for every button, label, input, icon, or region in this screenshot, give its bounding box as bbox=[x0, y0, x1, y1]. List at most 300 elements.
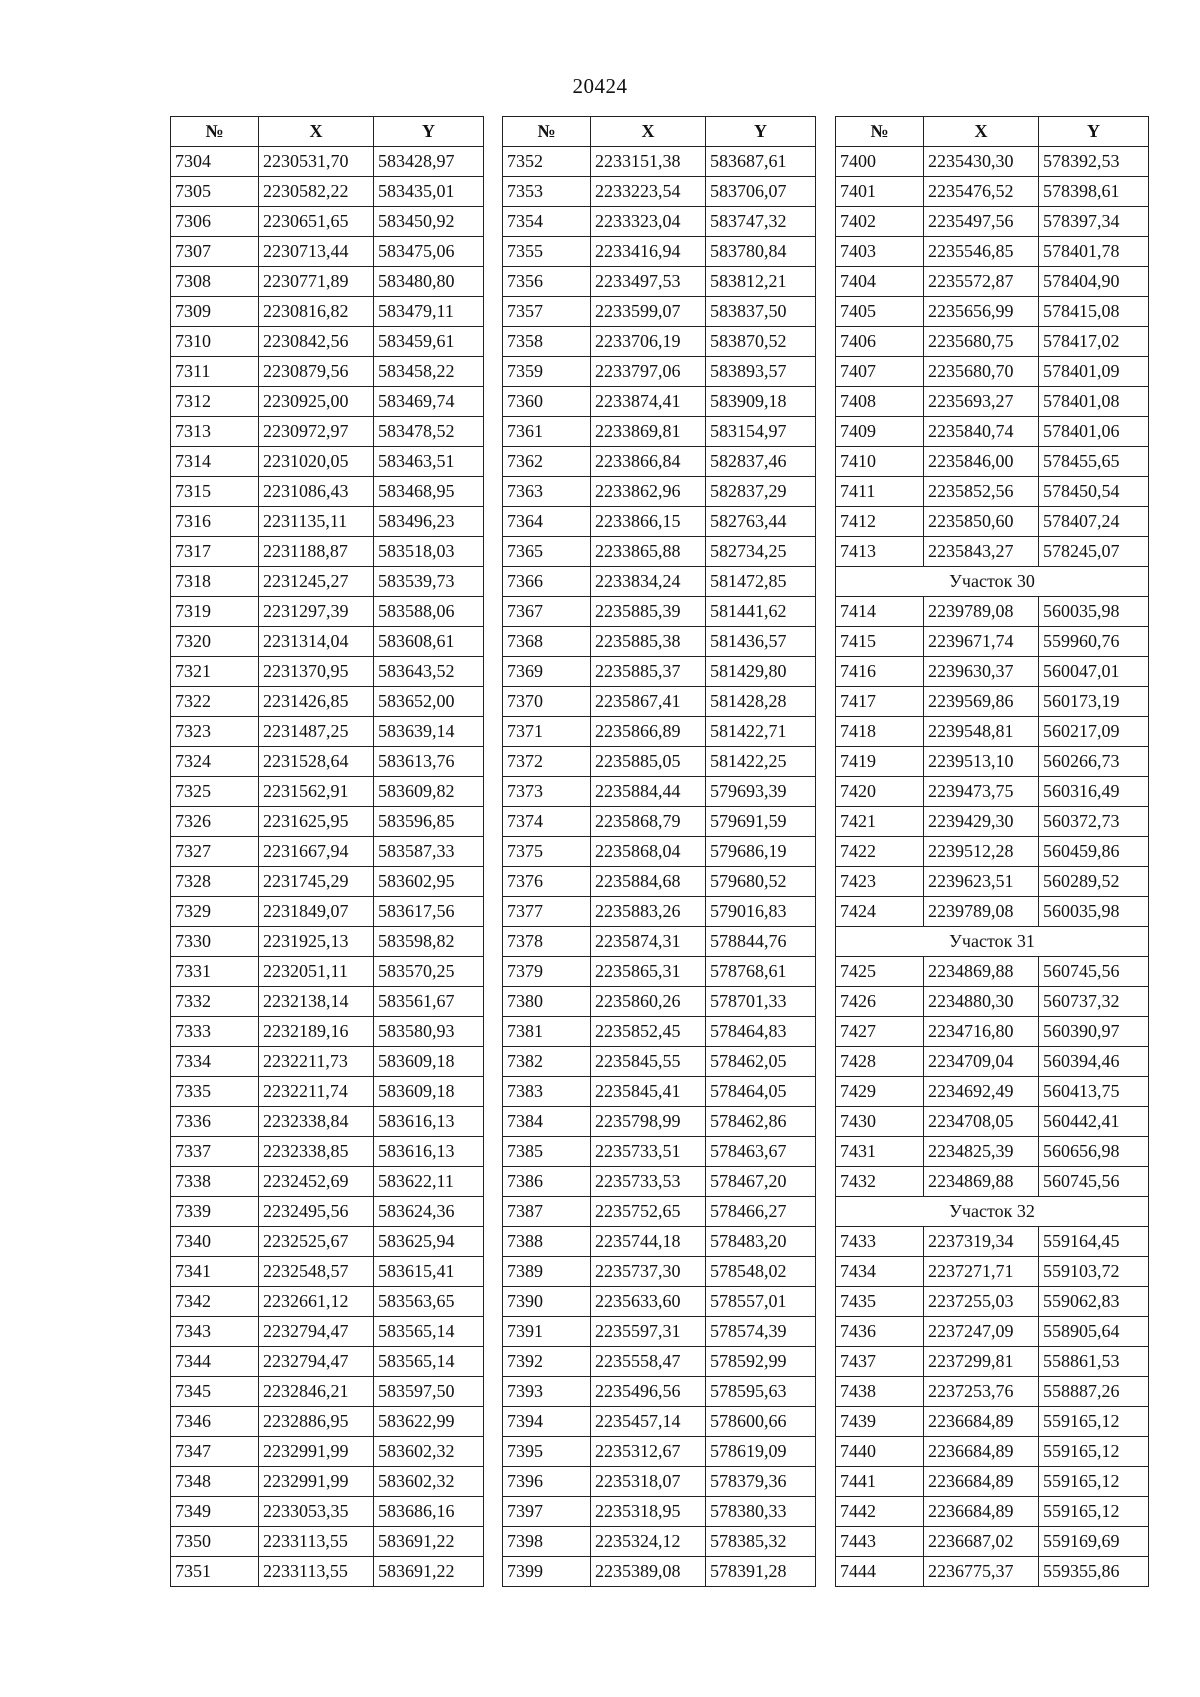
point-number-cell: 7307 bbox=[171, 237, 259, 267]
y-coordinate-cell: 583435,01 bbox=[374, 177, 484, 207]
table-row bbox=[503, 1077, 816, 1107]
column-header-number: № bbox=[171, 117, 259, 147]
table-row bbox=[836, 987, 1149, 1017]
x-coordinate-cell: 2234708,05 bbox=[924, 1107, 1039, 1137]
point-number-cell: 7370 bbox=[503, 687, 591, 717]
x-coordinate-cell: 2235680,70 bbox=[924, 357, 1039, 387]
point-number-cell: 7359 bbox=[503, 357, 591, 387]
table-row bbox=[171, 867, 484, 897]
table-row bbox=[836, 267, 1149, 297]
coordinates-table-2 bbox=[502, 116, 816, 1587]
point-number-cell: 7410 bbox=[836, 447, 924, 477]
table-row bbox=[503, 657, 816, 687]
table-row bbox=[171, 1197, 484, 1227]
table-row bbox=[171, 567, 484, 597]
table-row bbox=[171, 1497, 484, 1527]
y-coordinate-cell: 579016,83 bbox=[706, 897, 816, 927]
x-coordinate-cell: 2232338,84 bbox=[259, 1107, 374, 1137]
table-row bbox=[503, 1317, 816, 1347]
table-row bbox=[503, 897, 816, 927]
x-coordinate-cell: 2231487,25 bbox=[259, 717, 374, 747]
x-coordinate-cell: 2233599,07 bbox=[591, 297, 706, 327]
point-number-cell: 7398 bbox=[503, 1527, 591, 1557]
point-number-cell: 7400 bbox=[836, 147, 924, 177]
y-coordinate-cell: 560217,09 bbox=[1039, 717, 1149, 747]
x-coordinate-cell: 2235852,45 bbox=[591, 1017, 706, 1047]
table-row bbox=[171, 687, 484, 717]
table-row bbox=[503, 147, 816, 177]
x-coordinate-cell: 2231925,13 bbox=[259, 927, 374, 957]
point-number-cell: 7388 bbox=[503, 1227, 591, 1257]
y-coordinate-cell: 578379,36 bbox=[706, 1467, 816, 1497]
y-coordinate-cell: 583450,92 bbox=[374, 207, 484, 237]
point-number-cell: 7421 bbox=[836, 807, 924, 837]
y-coordinate-cell: 583428,97 bbox=[374, 147, 484, 177]
table-row bbox=[836, 777, 1149, 807]
point-number-cell: 7438 bbox=[836, 1377, 924, 1407]
point-number-cell: 7412 bbox=[836, 507, 924, 537]
point-number-cell: 7315 bbox=[171, 477, 259, 507]
table-row bbox=[503, 777, 816, 807]
table-row bbox=[503, 1107, 816, 1137]
table-row bbox=[836, 1317, 1149, 1347]
y-coordinate-cell: 583613,76 bbox=[374, 747, 484, 777]
point-number-cell: 7313 bbox=[171, 417, 259, 447]
point-number-cell: 7430 bbox=[836, 1107, 924, 1137]
table-row bbox=[171, 1557, 484, 1587]
x-coordinate-cell: 2235496,56 bbox=[591, 1377, 706, 1407]
y-coordinate-cell: 583812,21 bbox=[706, 267, 816, 297]
y-coordinate-cell: 583587,33 bbox=[374, 837, 484, 867]
x-coordinate-cell: 2239569,86 bbox=[924, 687, 1039, 717]
table-row bbox=[836, 1437, 1149, 1467]
point-number-cell: 7422 bbox=[836, 837, 924, 867]
y-coordinate-cell: 578463,67 bbox=[706, 1137, 816, 1167]
x-coordinate-cell: 2232138,14 bbox=[259, 987, 374, 1017]
point-number-cell: 7336 bbox=[171, 1107, 259, 1137]
point-number-cell: 7344 bbox=[171, 1347, 259, 1377]
table-row bbox=[836, 1077, 1149, 1107]
y-coordinate-cell: 583625,94 bbox=[374, 1227, 484, 1257]
y-coordinate-cell: 583154,97 bbox=[706, 417, 816, 447]
point-number-cell: 7432 bbox=[836, 1167, 924, 1197]
point-number-cell: 7418 bbox=[836, 717, 924, 747]
table-row bbox=[503, 1227, 816, 1257]
y-coordinate-cell: 583643,52 bbox=[374, 657, 484, 687]
y-coordinate-cell: 578483,20 bbox=[706, 1227, 816, 1257]
table-row bbox=[503, 447, 816, 477]
x-coordinate-cell: 2231314,04 bbox=[259, 627, 374, 657]
y-coordinate-cell: 583563,65 bbox=[374, 1287, 484, 1317]
table-row bbox=[171, 1437, 484, 1467]
y-coordinate-cell: 583624,36 bbox=[374, 1197, 484, 1227]
y-coordinate-cell: 583652,00 bbox=[374, 687, 484, 717]
point-number-cell: 7428 bbox=[836, 1047, 924, 1077]
point-number-cell: 7389 bbox=[503, 1257, 591, 1287]
table-row bbox=[171, 747, 484, 777]
table-row bbox=[503, 567, 816, 597]
table-row bbox=[836, 1137, 1149, 1167]
table-row bbox=[836, 867, 1149, 897]
table-row bbox=[836, 957, 1149, 987]
point-number-cell: 7340 bbox=[171, 1227, 259, 1257]
x-coordinate-cell: 2231745,29 bbox=[259, 867, 374, 897]
x-coordinate-cell: 2235885,39 bbox=[591, 597, 706, 627]
column-header-number: № bbox=[503, 117, 591, 147]
point-number-cell: 7320 bbox=[171, 627, 259, 657]
x-coordinate-cell: 2239630,37 bbox=[924, 657, 1039, 687]
y-coordinate-cell: 558861,53 bbox=[1039, 1347, 1149, 1377]
x-coordinate-cell: 2235457,14 bbox=[591, 1407, 706, 1437]
x-coordinate-cell: 2239513,10 bbox=[924, 747, 1039, 777]
table-row bbox=[171, 987, 484, 1017]
y-coordinate-cell: 582734,25 bbox=[706, 537, 816, 567]
x-coordinate-cell: 2235752,65 bbox=[591, 1197, 706, 1227]
point-number-cell: 7326 bbox=[171, 807, 259, 837]
y-coordinate-cell: 578600,66 bbox=[706, 1407, 816, 1437]
point-number-cell: 7425 bbox=[836, 957, 924, 987]
y-coordinate-cell: 583598,82 bbox=[374, 927, 484, 957]
table-row bbox=[836, 657, 1149, 687]
y-coordinate-cell: 583780,84 bbox=[706, 237, 816, 267]
column-header-y: Y bbox=[374, 117, 484, 147]
x-coordinate-cell: 2233706,19 bbox=[591, 327, 706, 357]
x-coordinate-cell: 2233834,24 bbox=[591, 567, 706, 597]
point-number-cell: 7331 bbox=[171, 957, 259, 987]
point-number-cell: 7375 bbox=[503, 837, 591, 867]
table-row bbox=[836, 537, 1149, 567]
x-coordinate-cell: 2233323,04 bbox=[591, 207, 706, 237]
y-coordinate-cell: 578464,05 bbox=[706, 1077, 816, 1107]
point-number-cell: 7413 bbox=[836, 537, 924, 567]
point-number-cell: 7420 bbox=[836, 777, 924, 807]
y-coordinate-cell: 560394,46 bbox=[1039, 1047, 1149, 1077]
point-number-cell: 7401 bbox=[836, 177, 924, 207]
table-row bbox=[503, 507, 816, 537]
y-coordinate-cell: 583459,61 bbox=[374, 327, 484, 357]
point-number-cell: 7424 bbox=[836, 897, 924, 927]
x-coordinate-cell: 2239473,75 bbox=[924, 777, 1039, 807]
y-coordinate-cell: 560390,97 bbox=[1039, 1017, 1149, 1047]
x-coordinate-cell: 2235885,38 bbox=[591, 627, 706, 657]
x-coordinate-cell: 2235693,27 bbox=[924, 387, 1039, 417]
x-coordinate-cell: 2233223,54 bbox=[591, 177, 706, 207]
y-coordinate-cell: 578557,01 bbox=[706, 1287, 816, 1317]
y-coordinate-cell: 560035,98 bbox=[1039, 897, 1149, 927]
x-coordinate-cell: 2235597,31 bbox=[591, 1317, 706, 1347]
x-coordinate-cell: 2233862,96 bbox=[591, 477, 706, 507]
x-coordinate-cell: 2235860,26 bbox=[591, 987, 706, 1017]
y-coordinate-cell: 583561,67 bbox=[374, 987, 484, 1017]
x-coordinate-cell: 2233416,94 bbox=[591, 237, 706, 267]
y-coordinate-cell: 578398,61 bbox=[1039, 177, 1149, 207]
x-coordinate-cell: 2235874,31 bbox=[591, 927, 706, 957]
point-number-cell: 7329 bbox=[171, 897, 259, 927]
y-coordinate-cell: 559164,45 bbox=[1039, 1227, 1149, 1257]
point-number-cell: 7306 bbox=[171, 207, 259, 237]
x-coordinate-cell: 2233497,53 bbox=[591, 267, 706, 297]
table-row bbox=[836, 477, 1149, 507]
table-row bbox=[836, 1377, 1149, 1407]
point-number-cell: 7322 bbox=[171, 687, 259, 717]
point-number-cell: 7310 bbox=[171, 327, 259, 357]
x-coordinate-cell: 2232991,99 bbox=[259, 1467, 374, 1497]
x-coordinate-cell: 2234716,80 bbox=[924, 1017, 1039, 1047]
x-coordinate-cell: 2239548,81 bbox=[924, 717, 1039, 747]
table-row bbox=[171, 717, 484, 747]
table-row bbox=[503, 1167, 816, 1197]
y-coordinate-cell: 579680,52 bbox=[706, 867, 816, 897]
y-coordinate-cell: 582837,46 bbox=[706, 447, 816, 477]
column-header-y: Y bbox=[1039, 117, 1149, 147]
table-row bbox=[836, 747, 1149, 777]
x-coordinate-cell: 2235680,75 bbox=[924, 327, 1039, 357]
point-number-cell: 7321 bbox=[171, 657, 259, 687]
table-row bbox=[171, 237, 484, 267]
table-row bbox=[836, 897, 1149, 927]
table-row bbox=[171, 537, 484, 567]
point-number-cell: 7304 bbox=[171, 147, 259, 177]
point-number-cell: 7325 bbox=[171, 777, 259, 807]
x-coordinate-cell: 2230879,56 bbox=[259, 357, 374, 387]
table-row bbox=[171, 657, 484, 687]
table-row bbox=[836, 177, 1149, 207]
x-coordinate-cell: 2235866,89 bbox=[591, 717, 706, 747]
table-row bbox=[836, 147, 1149, 177]
table-row bbox=[171, 417, 484, 447]
x-coordinate-cell: 2235430,30 bbox=[924, 147, 1039, 177]
point-number-cell: 7417 bbox=[836, 687, 924, 717]
point-number-cell: 7435 bbox=[836, 1287, 924, 1317]
table-row bbox=[836, 507, 1149, 537]
point-number-cell: 7415 bbox=[836, 627, 924, 657]
y-coordinate-cell: 578407,24 bbox=[1039, 507, 1149, 537]
table-row bbox=[836, 207, 1149, 237]
table-row bbox=[836, 1257, 1149, 1287]
point-number-cell: 7396 bbox=[503, 1467, 591, 1497]
x-coordinate-cell: 2235867,41 bbox=[591, 687, 706, 717]
x-coordinate-cell: 2232051,11 bbox=[259, 957, 374, 987]
y-coordinate-cell: 579691,59 bbox=[706, 807, 816, 837]
y-coordinate-cell: 578595,63 bbox=[706, 1377, 816, 1407]
point-number-cell: 7395 bbox=[503, 1437, 591, 1467]
point-number-cell: 7406 bbox=[836, 327, 924, 357]
point-number-cell: 7376 bbox=[503, 867, 591, 897]
table-row bbox=[171, 297, 484, 327]
point-number-cell: 7419 bbox=[836, 747, 924, 777]
table-row bbox=[171, 387, 484, 417]
table-row bbox=[171, 1467, 484, 1497]
point-number-cell: 7416 bbox=[836, 657, 924, 687]
x-coordinate-cell: 2235883,26 bbox=[591, 897, 706, 927]
y-coordinate-cell: 583909,18 bbox=[706, 387, 816, 417]
coordinates-table-1 bbox=[170, 116, 484, 1587]
point-number-cell: 7414 bbox=[836, 597, 924, 627]
section-row bbox=[836, 567, 1149, 597]
table-row bbox=[503, 477, 816, 507]
point-number-cell: 7383 bbox=[503, 1077, 591, 1107]
y-coordinate-cell: 583687,61 bbox=[706, 147, 816, 177]
table-row bbox=[503, 1347, 816, 1377]
table-row bbox=[836, 597, 1149, 627]
x-coordinate-cell: 2235476,52 bbox=[924, 177, 1039, 207]
y-coordinate-cell: 583475,06 bbox=[374, 237, 484, 267]
y-coordinate-cell: 581472,85 bbox=[706, 567, 816, 597]
table-row bbox=[171, 507, 484, 537]
y-coordinate-cell: 583602,32 bbox=[374, 1467, 484, 1497]
y-coordinate-cell: 578701,33 bbox=[706, 987, 816, 1017]
column-header-x: X bbox=[259, 117, 374, 147]
point-number-cell: 7358 bbox=[503, 327, 591, 357]
y-coordinate-cell: 583615,41 bbox=[374, 1257, 484, 1287]
point-number-cell: 7334 bbox=[171, 1047, 259, 1077]
point-number-cell: 7366 bbox=[503, 567, 591, 597]
x-coordinate-cell: 2234869,88 bbox=[924, 957, 1039, 987]
table-row bbox=[836, 1467, 1149, 1497]
point-number-cell: 7365 bbox=[503, 537, 591, 567]
table-row bbox=[171, 897, 484, 927]
y-coordinate-cell: 578768,61 bbox=[706, 957, 816, 987]
y-coordinate-cell: 578401,08 bbox=[1039, 387, 1149, 417]
y-coordinate-cell: 583706,07 bbox=[706, 177, 816, 207]
x-coordinate-cell: 2230972,97 bbox=[259, 417, 374, 447]
x-coordinate-cell: 2231188,87 bbox=[259, 537, 374, 567]
y-coordinate-cell: 583616,13 bbox=[374, 1137, 484, 1167]
x-coordinate-cell: 2235733,51 bbox=[591, 1137, 706, 1167]
y-coordinate-cell: 578245,07 bbox=[1039, 537, 1149, 567]
point-number-cell: 7403 bbox=[836, 237, 924, 267]
x-coordinate-cell: 2235884,68 bbox=[591, 867, 706, 897]
point-number-cell: 7385 bbox=[503, 1137, 591, 1167]
point-number-cell: 7368 bbox=[503, 627, 591, 657]
y-coordinate-cell: 583609,82 bbox=[374, 777, 484, 807]
x-coordinate-cell: 2235865,31 bbox=[591, 957, 706, 987]
point-number-cell: 7323 bbox=[171, 717, 259, 747]
section-label: Участок 30 bbox=[836, 567, 1149, 597]
point-number-cell: 7393 bbox=[503, 1377, 591, 1407]
x-coordinate-cell: 2235885,37 bbox=[591, 657, 706, 687]
point-number-cell: 7384 bbox=[503, 1107, 591, 1137]
table-row bbox=[171, 477, 484, 507]
point-number-cell: 7363 bbox=[503, 477, 591, 507]
x-coordinate-cell: 2233113,55 bbox=[259, 1557, 374, 1587]
table-row bbox=[171, 1257, 484, 1287]
y-coordinate-cell: 559355,86 bbox=[1039, 1557, 1149, 1587]
x-coordinate-cell: 2237319,34 bbox=[924, 1227, 1039, 1257]
x-coordinate-cell: 2235850,60 bbox=[924, 507, 1039, 537]
x-coordinate-cell: 2235324,12 bbox=[591, 1527, 706, 1557]
y-coordinate-cell: 583609,18 bbox=[374, 1047, 484, 1077]
point-number-cell: 7391 bbox=[503, 1317, 591, 1347]
y-coordinate-cell: 583691,22 bbox=[374, 1527, 484, 1557]
table-row bbox=[171, 177, 484, 207]
x-coordinate-cell: 2235884,44 bbox=[591, 777, 706, 807]
table-row bbox=[836, 1527, 1149, 1557]
x-coordinate-cell: 2236684,89 bbox=[924, 1497, 1039, 1527]
y-coordinate-cell: 583622,99 bbox=[374, 1407, 484, 1437]
point-number-cell: 7436 bbox=[836, 1317, 924, 1347]
table-row bbox=[836, 1167, 1149, 1197]
x-coordinate-cell: 2235558,47 bbox=[591, 1347, 706, 1377]
y-coordinate-cell: 581422,71 bbox=[706, 717, 816, 747]
table-row bbox=[836, 1017, 1149, 1047]
table-row bbox=[171, 1317, 484, 1347]
x-coordinate-cell: 2230582,22 bbox=[259, 177, 374, 207]
table-row bbox=[171, 207, 484, 237]
y-coordinate-cell: 583468,95 bbox=[374, 477, 484, 507]
x-coordinate-cell: 2232189,16 bbox=[259, 1017, 374, 1047]
x-coordinate-cell: 2232548,57 bbox=[259, 1257, 374, 1287]
y-coordinate-cell: 583686,16 bbox=[374, 1497, 484, 1527]
point-number-cell: 7369 bbox=[503, 657, 591, 687]
table-row bbox=[171, 927, 484, 957]
table-row bbox=[836, 1347, 1149, 1377]
table-row bbox=[836, 327, 1149, 357]
point-number-cell: 7350 bbox=[171, 1527, 259, 1557]
y-coordinate-cell: 579686,19 bbox=[706, 837, 816, 867]
table-header-row bbox=[836, 117, 1149, 147]
y-coordinate-cell: 582837,29 bbox=[706, 477, 816, 507]
x-coordinate-cell: 2231135,11 bbox=[259, 507, 374, 537]
y-coordinate-cell: 559165,12 bbox=[1039, 1437, 1149, 1467]
table-row bbox=[503, 1467, 816, 1497]
y-coordinate-cell: 560413,75 bbox=[1039, 1077, 1149, 1107]
y-coordinate-cell: 578392,53 bbox=[1039, 147, 1149, 177]
point-number-cell: 7338 bbox=[171, 1167, 259, 1197]
y-coordinate-cell: 578401,78 bbox=[1039, 237, 1149, 267]
point-number-cell: 7345 bbox=[171, 1377, 259, 1407]
point-number-cell: 7374 bbox=[503, 807, 591, 837]
x-coordinate-cell: 2237255,03 bbox=[924, 1287, 1039, 1317]
point-number-cell: 7379 bbox=[503, 957, 591, 987]
table-row bbox=[503, 177, 816, 207]
y-coordinate-cell: 583622,11 bbox=[374, 1167, 484, 1197]
x-coordinate-cell: 2236684,89 bbox=[924, 1467, 1039, 1497]
point-number-cell: 7386 bbox=[503, 1167, 591, 1197]
point-number-cell: 7349 bbox=[171, 1497, 259, 1527]
page-number: 20424 bbox=[572, 74, 628, 98]
x-coordinate-cell: 2233866,15 bbox=[591, 507, 706, 537]
x-coordinate-cell: 2232525,67 bbox=[259, 1227, 374, 1257]
x-coordinate-cell: 2234825,39 bbox=[924, 1137, 1039, 1167]
table-row bbox=[171, 147, 484, 177]
y-coordinate-cell: 578391,28 bbox=[706, 1557, 816, 1587]
x-coordinate-cell: 2232338,85 bbox=[259, 1137, 374, 1167]
y-coordinate-cell: 578592,99 bbox=[706, 1347, 816, 1377]
point-number-cell: 7382 bbox=[503, 1047, 591, 1077]
table-row bbox=[836, 1497, 1149, 1527]
y-coordinate-cell: 583539,73 bbox=[374, 567, 484, 597]
x-coordinate-cell: 2231426,85 bbox=[259, 687, 374, 717]
y-coordinate-cell: 583588,06 bbox=[374, 597, 484, 627]
x-coordinate-cell: 2231245,27 bbox=[259, 567, 374, 597]
y-coordinate-cell: 578466,27 bbox=[706, 1197, 816, 1227]
y-coordinate-cell: 578415,08 bbox=[1039, 297, 1149, 327]
column-header-x: X bbox=[591, 117, 706, 147]
table-row bbox=[503, 237, 816, 267]
x-coordinate-cell: 2230925,00 bbox=[259, 387, 374, 417]
x-coordinate-cell: 2231562,91 bbox=[259, 777, 374, 807]
y-coordinate-cell: 578404,90 bbox=[1039, 267, 1149, 297]
x-coordinate-cell: 2235852,56 bbox=[924, 477, 1039, 507]
y-coordinate-cell: 578462,86 bbox=[706, 1107, 816, 1137]
table-row bbox=[503, 1197, 816, 1227]
x-coordinate-cell: 2230651,65 bbox=[259, 207, 374, 237]
x-coordinate-cell: 2233866,84 bbox=[591, 447, 706, 477]
table-row bbox=[503, 1527, 816, 1557]
point-number-cell: 7405 bbox=[836, 297, 924, 327]
point-number-cell: 7364 bbox=[503, 507, 591, 537]
